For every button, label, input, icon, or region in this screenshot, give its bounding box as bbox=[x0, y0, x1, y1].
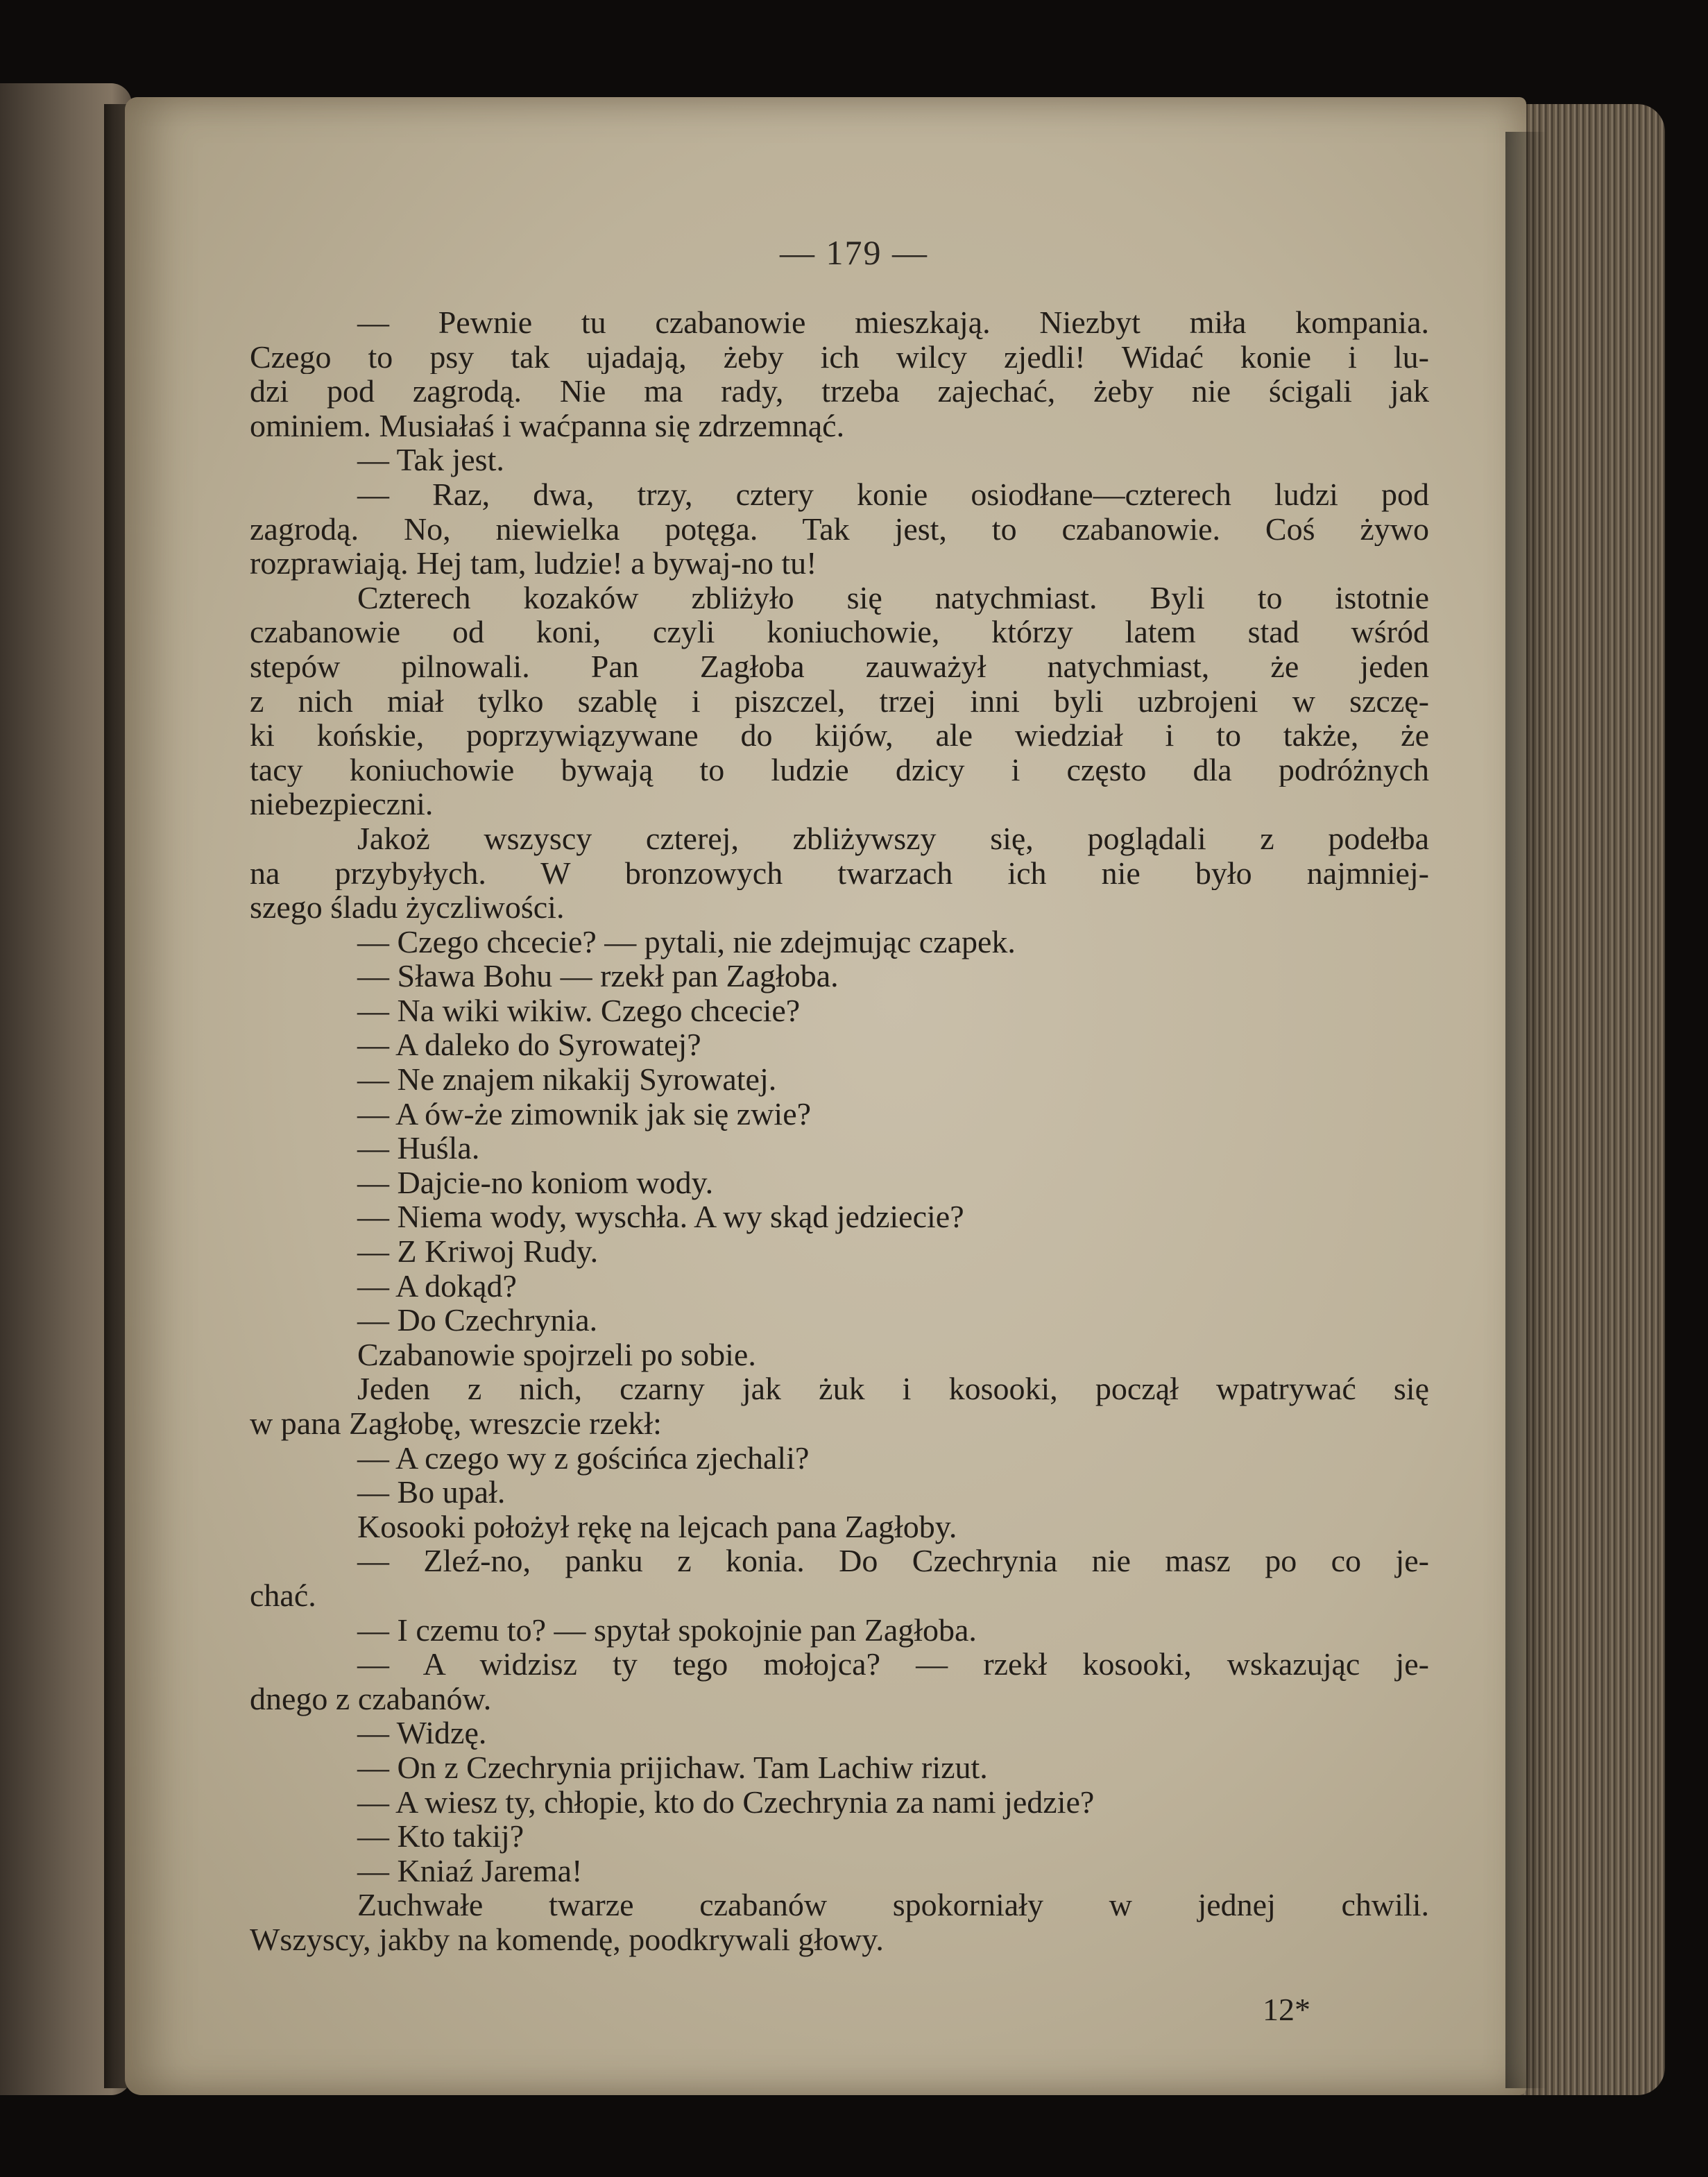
text-line: tacy koniuchowie bywają to ludzie dzicy i często dla podróżnych bbox=[250, 752, 1429, 787]
text-line: — Kniaź Jarema! bbox=[357, 1852, 583, 1888]
text-line: Kosooki położył rękę na lejcach pana Zagłoby. bbox=[357, 1508, 957, 1544]
text-line: — Widzę. bbox=[357, 1715, 487, 1751]
text-line: szego śladu życzliwości. bbox=[250, 889, 565, 925]
text-line: — Huśla. bbox=[357, 1130, 480, 1166]
text-line: Zuchwałe twarze czabanów spokorniały w jednej chwili. bbox=[357, 1888, 1429, 1922]
text-line: z nich miał tylko szablę i piszczel, trzej inni byli uzbrojeni w szczę- bbox=[250, 683, 1429, 719]
text-line: dzi pod zagrodą. Nie ma rady, trzeba zajechać, żeby nie ścigali jak bbox=[250, 374, 1429, 409]
text-line: Czterech kozaków zbliżyło się natychmiast. Byli to istotnie bbox=[357, 580, 1429, 615]
text-line: Jakoż wszyscy czterej, zbliżywszy się, poglądali z podełba bbox=[357, 821, 1429, 856]
page-text bbox=[250, 305, 1429, 1957]
page-number: — 179 — bbox=[780, 233, 928, 272]
text-line: — Na wiki wikiw. Czego chcecie? bbox=[357, 992, 801, 1028]
text-line: — Niema wody, wyschła. A wy skąd jedziecie? bbox=[357, 1199, 964, 1235]
text-line: — A daleko do Syrowatej? bbox=[357, 1027, 701, 1063]
text-line: — On z Czechrynia prijichaw. Tam Lachiw rizut. bbox=[357, 1749, 988, 1785]
text-line: — Czego chcecie? — pytali, nie zdejmując czapek. bbox=[357, 923, 1016, 959]
text-line: Wszyscy, jakby na komendę, poodkrywali głowy. bbox=[250, 1921, 884, 1957]
text-line: rozprawiają. Hej tam, ludzie! a bywaj-no tu! bbox=[250, 545, 817, 581]
text-line: ominiem. Musiałaś i waćpanna się zdrzemnąć. bbox=[250, 407, 845, 443]
signature-mark: 12* bbox=[1263, 1992, 1310, 2027]
text-line: — Dajcie-no koniom wody. bbox=[357, 1164, 714, 1200]
text-line: — Raz, dwa, trzy, cztery konie osiodłane—czterech ludzi pod bbox=[357, 477, 1429, 512]
text-line: — A wiesz ty, chłopie, kto do Czechrynia za nami jedzie? bbox=[357, 1784, 1095, 1820]
text-line: — Z Kriwoj Rudy. bbox=[357, 1233, 599, 1270]
text-line: — Bo upał. bbox=[357, 1474, 506, 1510]
text-line: — Do Czechrynia. bbox=[357, 1302, 598, 1338]
text-line: niebezpieczni. bbox=[250, 786, 434, 822]
text-line: — Zleź-no, panku z konia. Do Czechrynia nie masz po co je- bbox=[357, 1544, 1429, 1578]
text-line: zagrodą. No, niewielka potęga. Tak jest, to czabanowie. Coś żywo bbox=[250, 511, 1429, 547]
text-line: — I czemu to? — spytał spokojnie pan Zagłoba. bbox=[357, 1612, 977, 1648]
text-line: — Ne znajem nikakij Syrowatej. bbox=[357, 1061, 777, 1098]
text-line: — Tak jest. bbox=[357, 442, 504, 478]
text-line: Czabanowie spojrzeli po sobie. bbox=[357, 1336, 756, 1372]
text-line: Jeden z nich, czarny jak żuk i kosooki, począł wpatrywać się bbox=[357, 1372, 1429, 1406]
text-line: chać. bbox=[250, 1577, 316, 1613]
page-edge-shadow bbox=[1505, 132, 1547, 2088]
text-line: w pana Zagłobę, wreszcie rzekł: bbox=[250, 1406, 662, 1441]
text-line: na przybyłych. W bronzowych twarzach ich nie było najmniej- bbox=[250, 855, 1429, 891]
text-line: — A widzisz ty tego mołojca? — rzekł kosooki, wskazując je- bbox=[357, 1647, 1429, 1682]
text-line: — Sława Bohu — rzekł pan Zagłoba. bbox=[357, 958, 839, 994]
text-line: ki końskie, poprzywiązywane do kijów, ale wiedział i to także, że bbox=[250, 718, 1429, 753]
text-line: — Kto takij? bbox=[357, 1818, 524, 1854]
text-line: — A ów-że zimownik jak się zwie? bbox=[357, 1095, 812, 1132]
text-line: — A dokąd? bbox=[357, 1267, 517, 1304]
text-line: — A czego wy z gościńca zjechali? bbox=[357, 1440, 810, 1476]
text-line: — Pewnie tu czabanowie mieszkają. Niezbyt miła kompania. bbox=[357, 305, 1429, 340]
text-line: Czego to psy tak ujadają, żeby ich wilcy zjedli! Widać konie i lu- bbox=[250, 339, 1429, 375]
text-line: czabanowie od koni, czyli koniuchowie, którzy latem stad wśród bbox=[250, 615, 1429, 649]
text-line: dnego z czabanów. bbox=[250, 1680, 492, 1716]
text-line: stepów pilnowali. Pan Zagłoba zauważył natychmiast, że jeden bbox=[250, 649, 1429, 684]
